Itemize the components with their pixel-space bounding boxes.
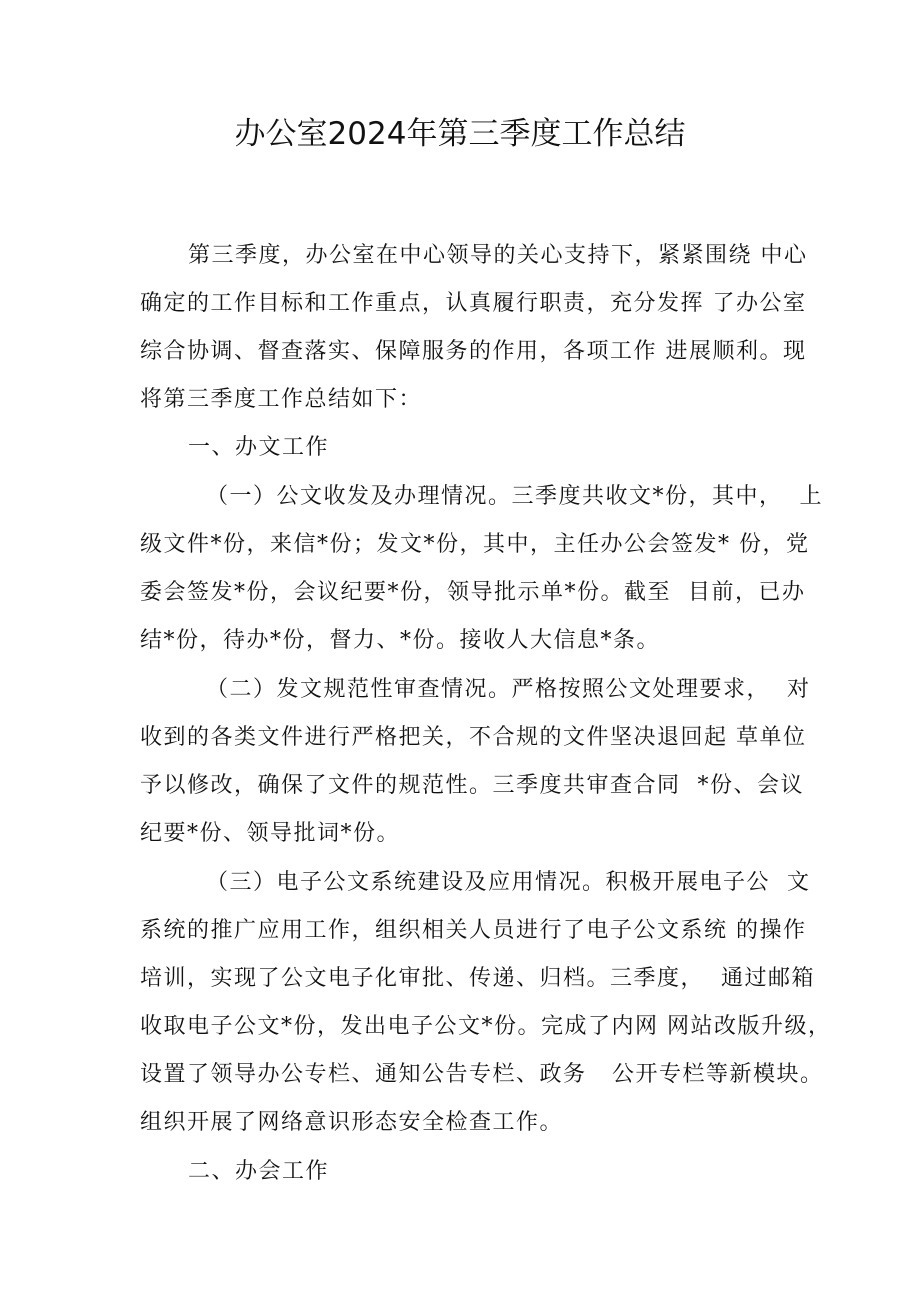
paragraph-line: 收到的各类文件进行严格把关，不合规的文件坚决退回起 草单位 — [140, 725, 807, 750]
paragraph-line: 设置了领导办公专栏、通知公告专栏、政务 公开专栏等新模块。 — [140, 1062, 824, 1087]
document-title: 办公室2024年第三季度工作总结 — [234, 116, 686, 152]
paragraph-line: 将第三季度工作总结如下： — [140, 387, 423, 412]
paragraph-line: （三）电子公文系统建设及应用情况。积极开展电子公 文 — [206, 870, 811, 895]
paragraph-line: 综合协调、督查落实、保障服务的作用，各项工作 进展顺利。现 — [140, 339, 807, 364]
section-heading: 二、办会工作 — [188, 1159, 330, 1184]
paragraph-line: 确定的工作目标和工作重点，认真履行职责，充分发挥 了办公室 — [140, 291, 807, 316]
paragraph-line: 系统的推广应用工作，组织相关人员进行了电子公文系统 的操作 — [140, 918, 807, 943]
paragraph-line: 委会签发*份，会议纪要*份，领导批示单*份。截至 目前，已办 — [140, 580, 806, 605]
paragraph-line: 第三季度，办公室在中心领导的关心支持下，紧紧围绕 中心 — [188, 243, 808, 268]
paragraph-line: 纪要*份、领导批词*份。 — [140, 821, 401, 846]
paragraph-line: （一）公文收发及办理情况。三季度共收文*份，其中， 上 — [206, 484, 823, 509]
section-heading: 一、办文工作 — [188, 435, 330, 460]
paragraph-line: 予以修改，确保了文件的规范性。三季度共审查合同 *份、会议 — [140, 773, 804, 798]
paragraph-line: （二）发文规范性审查情况。严格按照公文处理要求， 对 — [206, 677, 811, 702]
paragraph-line: 级文件*份，来信*份；发文*份，其中，主任办公会签发* 份，党 — [140, 532, 810, 557]
paragraph-line: 组织开展了网络意识形态安全检查工作。 — [140, 1110, 564, 1135]
paragraph-line: 收取电子公文*份，发出电子公文*份。完成了内网 网站改版升级， — [140, 1014, 832, 1039]
paragraph-line: 培训，实现了公文电子化审批、传递、归档。三季度， 通过邮箱 — [140, 966, 815, 991]
paragraph-line: 结*份，待办*份，督力、*份。接收人大信息*条。 — [140, 628, 661, 653]
